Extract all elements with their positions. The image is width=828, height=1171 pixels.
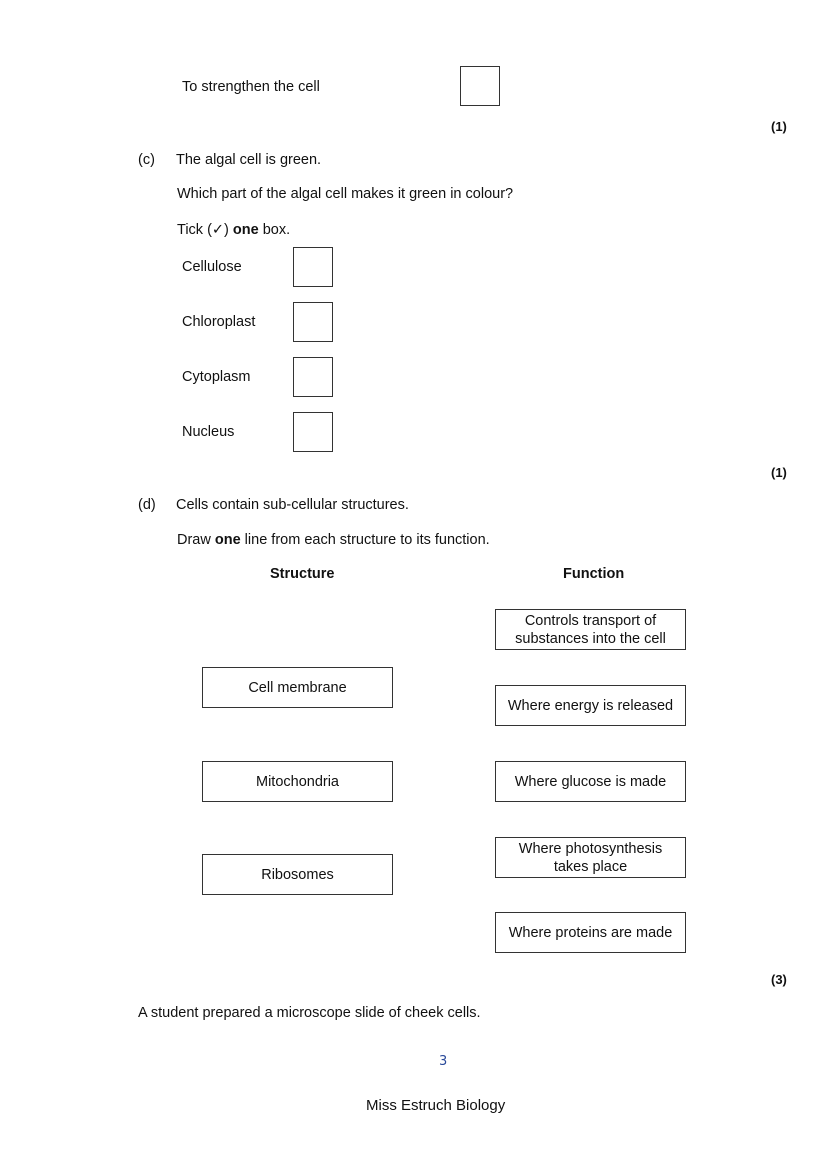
question-label-c: (c) [138, 152, 155, 168]
option-chloroplast-label: Chloroplast [182, 314, 256, 330]
marks-part-d: (3) [771, 972, 787, 987]
function-column-heading: Function [563, 566, 625, 582]
question-d-instruction [177, 532, 490, 548]
option-nucleus-label: Nucleus [182, 424, 235, 440]
next-question-stem: A student prepared a microscope slide of cheek cells. [138, 1005, 481, 1021]
structure-box-cell-membrane[interactable]: Cell membrane [202, 667, 393, 708]
footer-author: Miss Estruch Biology [366, 1097, 506, 1114]
option-to-strengthen-the-cell-label: To strengthen the cell [182, 79, 320, 95]
question-d-stem: Cells contain sub-cellular structures. [176, 497, 409, 513]
instruction-emphasis: one [214, 532, 241, 548]
function-box-proteins-made[interactable]: Where proteins are made [495, 912, 686, 953]
question-label-d: (d) [138, 497, 156, 513]
structure-box-mitochondria[interactable]: Mitochondria [202, 761, 393, 802]
question-c-instruction [177, 222, 290, 238]
question-c-prompt: Which part of the algal cell makes it green in colour? [177, 186, 514, 202]
tick-box-to-strengthen-the-cell[interactable] [460, 66, 500, 106]
instruction-suffix: box. [258, 222, 291, 238]
function-box-energy-released[interactable]: Where energy is released [495, 685, 686, 726]
instruction-prefix: Draw [177, 532, 215, 548]
structure-column-heading: Structure [270, 566, 335, 582]
instruction-suffix: line from each structure to its function. [240, 532, 490, 548]
tick-box-cytoplasm[interactable] [293, 357, 333, 397]
option-cytoplasm-label: Cytoplasm [182, 369, 251, 385]
marks-part-c: (1) [771, 465, 787, 480]
question-c-stem: The algal cell is green. [176, 152, 322, 168]
structure-box-ribosomes[interactable]: Ribosomes [202, 854, 393, 895]
function-box-photosynthesis[interactable]: Where photosynthesis takes place [495, 837, 686, 878]
tick-box-cellulose[interactable] [293, 247, 333, 287]
option-cellulose-label: Cellulose [182, 259, 242, 275]
tick-box-nucleus[interactable] [293, 412, 333, 452]
function-box-glucose-made[interactable]: Where glucose is made [495, 761, 686, 802]
tick-box-chloroplast[interactable] [293, 302, 333, 342]
function-box-controls-transport[interactable]: Controls transport of substances into the cell [495, 609, 686, 650]
page-number: 3 [439, 1054, 448, 1069]
instruction-prefix: Tick (✓) [177, 222, 233, 238]
instruction-emphasis: one [232, 222, 259, 238]
marks-part-b: (1) [771, 119, 787, 134]
